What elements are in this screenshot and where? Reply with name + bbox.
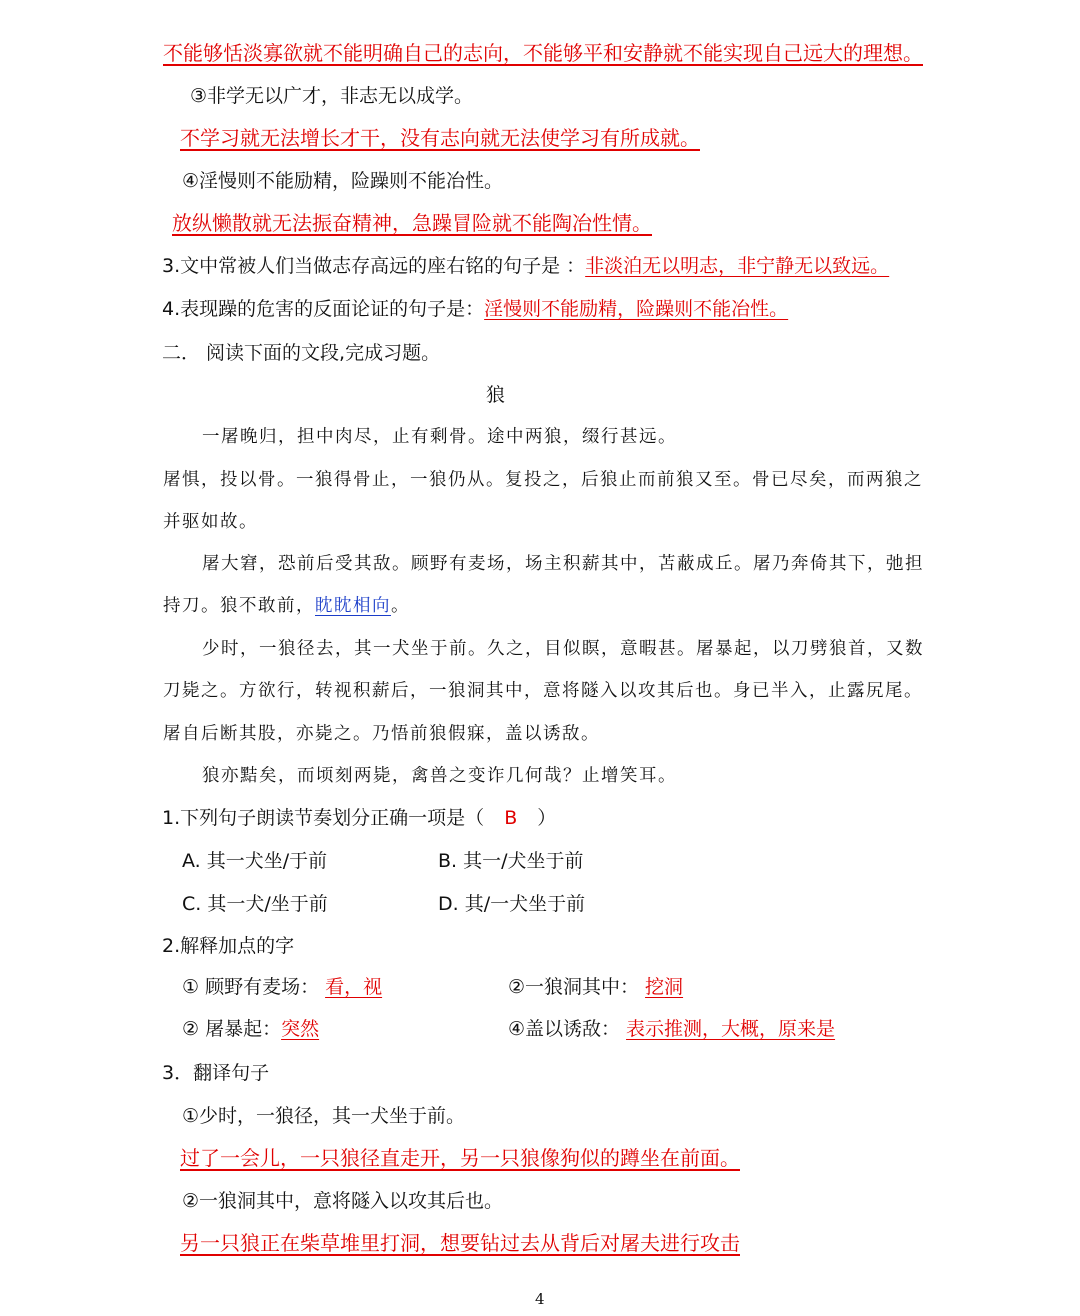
q3-answer-2: 另一只狼正在柴草堆里打洞，想要钻过去从背后对屠夫进行攻击	[180, 1231, 740, 1255]
motto-prefix: 3.文中常被人们当做志存高远的座右铭的句子是 ：	[162, 255, 586, 277]
passage-p2a: 屠惧，投以骨。一狼得骨止，一狼仍从。复投之，后狼止而前狼又至。骨已尽矣，而两狼之	[163, 470, 923, 490]
answer-line-1: 不能够恬淡寡欲就不能明确自己的志向，不能够平和安静就不能实现自己远大的理想。	[163, 41, 923, 65]
passage-p3a: 屠大窘，恐前后受其敌。顾野有麦场，场主积薪其中，苫蔽成丘。屠乃奔倚其下，弛担	[202, 554, 924, 574]
motto-question	[162, 253, 889, 279]
harm-answer: 淫慢则不能励精，险躁则不能冶性。	[484, 298, 789, 320]
q1-answer: B	[504, 807, 518, 829]
q2-item-4-label: ④盖以诱敌：	[508, 1018, 621, 1040]
harm-question	[162, 296, 788, 322]
passage-highlight: 眈眈相向	[315, 596, 391, 616]
q3-sentence-1: ①少时，一狼径，其一犬坐于前。	[182, 1105, 466, 1127]
q3-sentence-2: ②一狼洞其中，意将隧入以攻其后也。	[182, 1190, 504, 1212]
q2-item-3-answer: 突然	[281, 1018, 320, 1040]
q2-item-1	[182, 974, 396, 1000]
q1-suffix: ）	[537, 807, 557, 829]
q1-option-d: D. 其/一犬坐于前	[438, 893, 586, 915]
passage-p2b: 并驱如故。	[163, 512, 258, 532]
q2-item-3-label: ② 屠暴起：	[182, 1018, 282, 1040]
answer-3: 不学习就无法增长才干，没有志向就无法使学习有所成就。	[180, 126, 700, 150]
q1-stem	[162, 805, 556, 831]
q2-item-3	[182, 1016, 325, 1042]
passage-p3b-post: 。	[391, 596, 410, 616]
q2-item-2	[508, 974, 687, 1000]
harm-prefix: 4.表现躁的危害的反面论证的句子是：	[162, 298, 485, 320]
q3-title: 3．翻译句子	[162, 1062, 270, 1084]
q2-item-2-label: ②一狼洞其中：	[508, 976, 640, 998]
passage-p4a: 少时，一狼径去，其一犬坐于前。久之，目似瞑，意暇甚。屠暴起，以刀劈狼首，又数	[202, 639, 924, 659]
question-4: ④淫慢则不能励精，险躁则不能冶性。	[182, 170, 504, 192]
page-number: 4	[535, 1290, 545, 1308]
passage-title: 狼	[486, 384, 506, 406]
passage-p4c: 屠自后断其股，亦毙之。乃悟前狼假寐，盖以诱敌。	[163, 724, 600, 744]
passage-p4b: 刀毙之。方欲行，转视积薪后，一狼洞其中，意将隧入以攻其后也。身已半入，止露尻尾。	[163, 681, 923, 701]
q2-item-1-answer: 看，视	[325, 976, 383, 998]
q2-item-2-answer: 挖洞	[645, 976, 684, 998]
answer-4: 放纵懒散就无法振奋精神，急躁冒险就不能陶冶性情。	[172, 211, 652, 235]
passage-p3b-pre: 持刀。狼不敢前，	[163, 596, 315, 616]
motto-answer: 非淡泊无以明志，非宁静无以致远。	[585, 255, 890, 277]
q3-answer-1: 过了一会儿，一只狼径直走开，另一只狼像狗似的蹲坐在前面。	[180, 1146, 740, 1170]
section-heading: 二． 阅读下面的文段,完成习题。	[162, 342, 441, 364]
passage-p1: 一屠晚归，担中肉尽，止有剩骨。途中两狼，缀行甚远。	[202, 427, 677, 447]
passage-p5: 狼亦黠矣，而顷刻两毙，禽兽之变诈几何哉？止增笑耳。	[202, 766, 677, 786]
q2-item-1-label: ① 顾野有麦场：	[182, 976, 320, 998]
q2-item-4	[508, 1016, 855, 1042]
question-3: ③非学无以广才，非志无以成学。	[190, 85, 474, 107]
q1-option-c: C. 其一犬/坐于前	[182, 893, 328, 915]
q2-item-4-answer: 表示推测，大概，原来是	[626, 1018, 836, 1040]
q1-option-a: A. 其一犬坐/于前	[182, 850, 328, 872]
q2-title: 2.解释加点的字	[162, 935, 295, 957]
passage-p3b	[163, 593, 410, 619]
q1-prefix: 1.下列句子朗读节奏划分正确一项是（	[162, 807, 485, 829]
q1-option-b: B. 其一/犬坐于前	[438, 850, 584, 872]
